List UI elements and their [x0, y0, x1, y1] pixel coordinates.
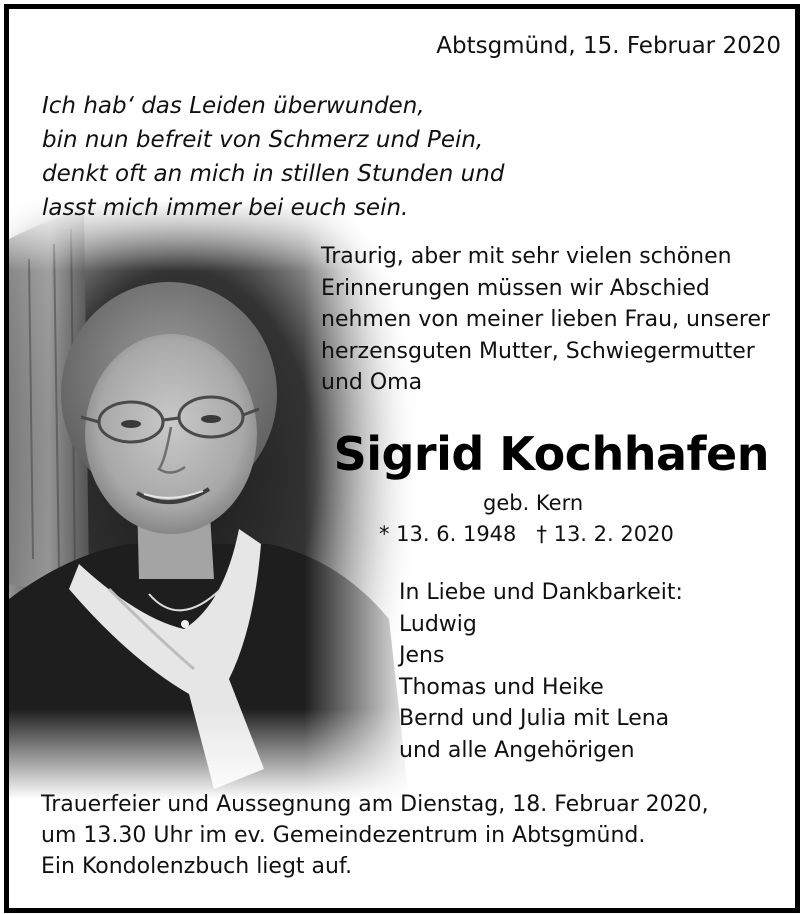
poem-line: denkt oft an mich in stillen Stunden und — [42, 161, 505, 187]
poem-line: lasst mich immer bei euch sein. — [42, 195, 409, 221]
intro-line: Traurig, aber mit sehr vielen schönen — [321, 244, 732, 269]
memorial-poem — [42, 89, 504, 225]
poem-line: bin nun befreit von Schmerz und Pein, — [42, 127, 484, 153]
ceremony-info — [41, 789, 709, 882]
mourner-name: und alle Angehörigen — [399, 737, 635, 763]
mourner-name: Bernd und Julia mit Lena — [399, 706, 670, 731]
place-date: Abtsgmünd, 15. Februar 2020 — [436, 33, 781, 59]
intro-line: herzensguten Mutter, Schwiegermutter — [321, 338, 755, 364]
intro-line: Erinnerungen müssen wir Abschied — [321, 275, 710, 301]
poem-line: Ich hab‘ das Leiden überwunden, — [42, 93, 425, 119]
intro-line: und Oma — [321, 370, 423, 395]
life-dates — [379, 522, 674, 546]
mourners-list — [399, 577, 683, 766]
maiden-name: geb. Kern — [483, 491, 584, 515]
mourner-name: Thomas und Heike — [399, 674, 604, 700]
mourners-heading: In Liebe und Dankbarkeit: — [399, 580, 683, 605]
mourner-name: Jens — [399, 643, 445, 668]
birth-date: * 13. 6. 1948 — [379, 522, 517, 546]
ceremony-line: Ein Kondolenzbuch liegt auf. — [41, 854, 353, 879]
intro-text — [321, 241, 770, 399]
mourner-name: Ludwig — [399, 611, 477, 637]
death-date: † 13. 2. 2020 — [536, 522, 674, 546]
deceased-name: Sigrid Kochhafen — [333, 427, 769, 481]
obituary-card — [4, 4, 800, 913]
ceremony-line: um 13.30 Uhr im ev. Gemeindezentrum in Abtsgmünd. — [41, 823, 646, 848]
ceremony-line: Trauerfeier und Aussegnung am Dienstag, 18. Februar 2020, — [41, 792, 709, 817]
intro-line: nehmen von meiner lieben Frau, unserer — [321, 307, 771, 332]
